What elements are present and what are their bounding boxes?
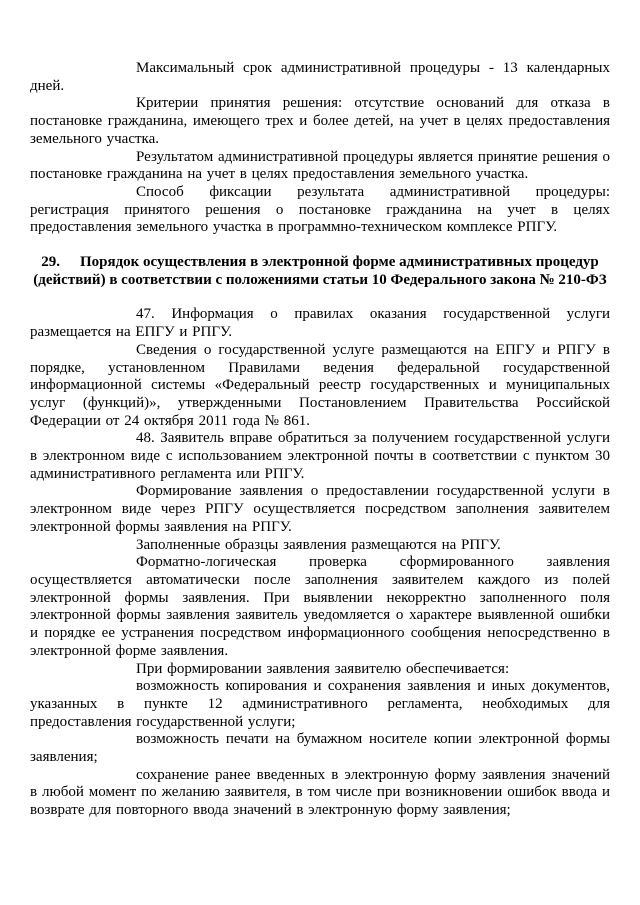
paragraph: 47. Информация о правилах оказания государственной услуги размещается на ЕПГУ и РПГУ.: [30, 306, 610, 341]
paragraph: 48. Заявитель вправе обратиться за получением государственной услуги в электронном виде с использованием электронной почты в соответствии с пунктом 30 административного регламента или РПГУ.: [30, 430, 610, 482]
paragraph: При формировании заявления заявителю обеспечивается:: [136, 660, 510, 677]
paragraph: Форматно-логическая проверка сформированного заявления осуществляется автоматически после заполнения заявителем каждого из полей электронной формы заявления. При выявлении некорректно заполненного поля электронной формы заявления заявитель уведомляется о характере выявленной ошибки и порядке ее устранения посредством информационного сообщения непосредственно в электронной форме заявления.: [30, 554, 610, 659]
paragraph: Максимальный срок административной процедуры - 13 календарных дней.: [30, 60, 610, 94]
paragraph: Заполненные образцы заявления размещаются на РПГУ.: [136, 536, 501, 553]
section-title: Порядок осуществления в электронной форме административных процедур (действий) в соответствии с положениями статьи 10 Федерального закона № 210-ФЗ: [33, 254, 607, 288]
paragraph: возможность копирования и сохранения заявления и иных документов, указанных в пункте 12 административного регламента, необходимых для предоставления государственной услуги;: [30, 678, 610, 730]
paragraph: Критерии принятия решения: отсутствие оснований для отказа в постановке гражданина, имеющего трех и более детей, на учет в целях предоставления земельного участка.: [30, 95, 610, 147]
paragraph: Результатом административной процедуры является принятие решения о постановке гражданина на учет в целях предоставления земельного участка.: [30, 148, 610, 183]
paragraph: Формирование заявления о предоставлении государственной услуги в электронном виде через РПГУ осуществляется посредством заполнения заявителем электронной формы заявления на РПГУ.: [30, 483, 610, 535]
paragraph: сохранение ранее введенных в электронную форму заявления значений в любой момент по желанию заявителя, в том числе при возникновении ошибок ввода и возврате для повторного ввода значений в электронную форму заявления;: [30, 766, 610, 819]
paragraph: возможность печати на бумажном носителе копии электронной формы заявления;: [30, 731, 610, 766]
paragraph: Сведения о государственной услуге размещаются на ЕПГУ и РПГУ в порядке, установленном Правилами ведения федеральной государственной информационной системы «Федеральный реестр государственных и муниципальных услуг (функций)», утвержденными Постановлением Правительства Российской Федерации от 24 октября 2011 года № 861.: [30, 341, 610, 429]
section-number: 29.: [41, 254, 60, 271]
paragraph: Способ фиксации результата административной процедуры: регистрация принятого решения о постановке гражданина на учет в целях предоставления земельного участка в программно-техническом комплексе РПГУ.: [30, 183, 610, 236]
section-heading: [30, 254, 610, 289]
